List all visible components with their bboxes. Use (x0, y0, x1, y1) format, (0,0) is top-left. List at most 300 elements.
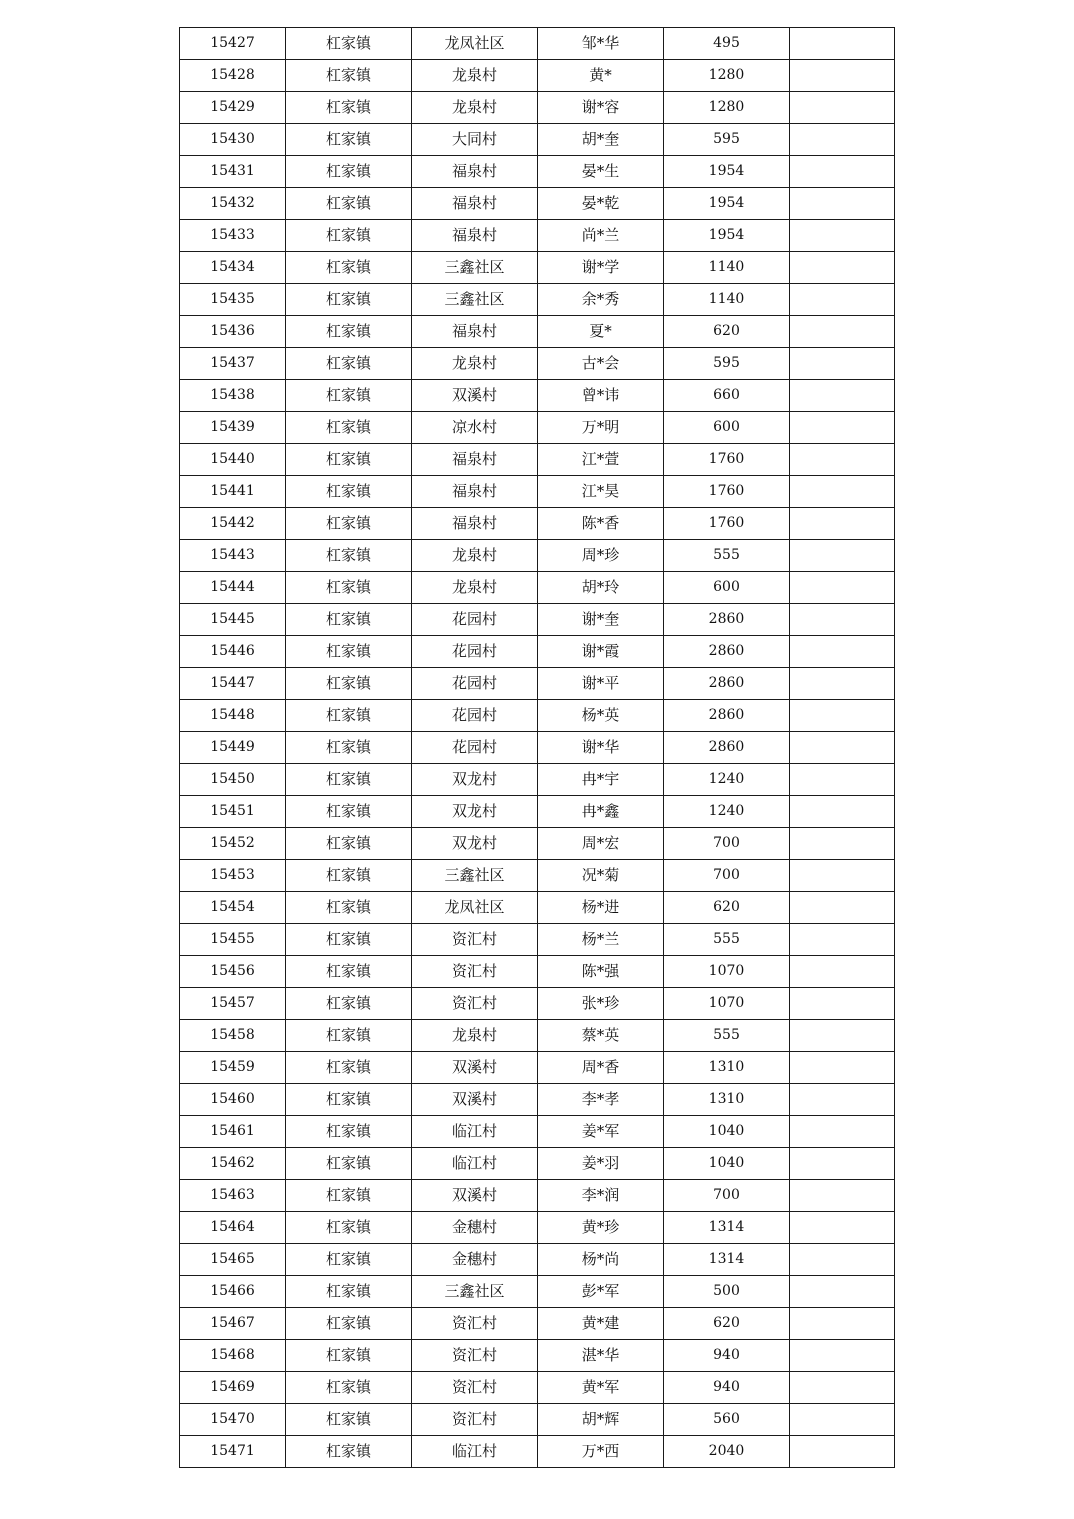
cell-note (790, 188, 895, 220)
table-row (180, 796, 895, 828)
cell-town: 杠家镇 (286, 828, 412, 860)
cell-amount: 1280 (664, 60, 790, 92)
cell-amount: 1954 (664, 156, 790, 188)
cell-name: 湛*华 (538, 1340, 664, 1372)
cell-seq: 15447 (180, 668, 286, 700)
cell-note (790, 60, 895, 92)
cell-name: 李*孝 (538, 1084, 664, 1116)
cell-seq: 15448 (180, 700, 286, 732)
cell-note (790, 252, 895, 284)
cell-name: 杨*兰 (538, 924, 664, 956)
cell-seq: 15442 (180, 508, 286, 540)
cell-town: 杠家镇 (286, 60, 412, 92)
cell-amount: 1310 (664, 1052, 790, 1084)
cell-town: 杠家镇 (286, 796, 412, 828)
cell-town: 杠家镇 (286, 924, 412, 956)
cell-village: 龙泉村 (412, 60, 538, 92)
cell-amount: 2860 (664, 604, 790, 636)
cell-name: 杨*进 (538, 892, 664, 924)
cell-seq: 15464 (180, 1212, 286, 1244)
cell-name: 黄*珍 (538, 1212, 664, 1244)
cell-village: 三鑫社区 (412, 252, 538, 284)
cell-amount: 1070 (664, 988, 790, 1020)
cell-village: 龙泉村 (412, 348, 538, 380)
cell-seq: 15443 (180, 540, 286, 572)
table-row (180, 220, 895, 252)
cell-seq: 15463 (180, 1180, 286, 1212)
cell-seq: 15441 (180, 476, 286, 508)
table-row (180, 892, 895, 924)
cell-note (790, 1084, 895, 1116)
cell-seq: 15461 (180, 1116, 286, 1148)
cell-note (790, 764, 895, 796)
cell-town: 杠家镇 (286, 1084, 412, 1116)
cell-seq: 15449 (180, 732, 286, 764)
cell-amount: 595 (664, 348, 790, 380)
document-page (179, 27, 894, 1468)
cell-town: 杠家镇 (286, 540, 412, 572)
cell-name: 陈*强 (538, 956, 664, 988)
cell-town: 杠家镇 (286, 1020, 412, 1052)
cell-name: 陈*香 (538, 508, 664, 540)
cell-name: 胡*奎 (538, 124, 664, 156)
cell-town: 杠家镇 (286, 124, 412, 156)
cell-amount: 1310 (664, 1084, 790, 1116)
cell-amount: 700 (664, 860, 790, 892)
cell-name: 晏*生 (538, 156, 664, 188)
cell-town: 杠家镇 (286, 892, 412, 924)
cell-name: 夏* (538, 316, 664, 348)
cell-seq: 15458 (180, 1020, 286, 1052)
table-row (180, 1308, 895, 1340)
cell-amount: 1314 (664, 1212, 790, 1244)
table-row (180, 700, 895, 732)
table-row (180, 380, 895, 412)
cell-village: 双溪村 (412, 1180, 538, 1212)
cell-name: 黄*建 (538, 1308, 664, 1340)
cell-amount: 660 (664, 380, 790, 412)
cell-town: 杠家镇 (286, 1436, 412, 1468)
cell-village: 资汇村 (412, 956, 538, 988)
cell-town: 杠家镇 (286, 92, 412, 124)
cell-town: 杠家镇 (286, 700, 412, 732)
cell-note (790, 924, 895, 956)
cell-amount: 1280 (664, 92, 790, 124)
cell-note (790, 412, 895, 444)
cell-amount: 1140 (664, 284, 790, 316)
cell-name: 谢*容 (538, 92, 664, 124)
cell-town: 杠家镇 (286, 28, 412, 60)
cell-amount: 555 (664, 924, 790, 956)
table-row (180, 1084, 895, 1116)
table-row (180, 732, 895, 764)
cell-village: 资汇村 (412, 1340, 538, 1372)
cell-note (790, 668, 895, 700)
cell-village: 双溪村 (412, 380, 538, 412)
cell-seq: 15470 (180, 1404, 286, 1436)
table-row (180, 1436, 895, 1468)
cell-town: 杠家镇 (286, 444, 412, 476)
cell-village: 三鑫社区 (412, 284, 538, 316)
cell-name: 张*珍 (538, 988, 664, 1020)
cell-village: 资汇村 (412, 1372, 538, 1404)
cell-village: 龙泉村 (412, 1020, 538, 1052)
cell-note (790, 1308, 895, 1340)
cell-town: 杠家镇 (286, 412, 412, 444)
cell-town: 杠家镇 (286, 604, 412, 636)
cell-village: 资汇村 (412, 1404, 538, 1436)
cell-amount: 1070 (664, 956, 790, 988)
cell-amount: 620 (664, 316, 790, 348)
cell-village: 花园村 (412, 636, 538, 668)
table-row (180, 124, 895, 156)
cell-note (790, 796, 895, 828)
cell-amount: 940 (664, 1340, 790, 1372)
cell-seq: 15445 (180, 604, 286, 636)
cell-village: 三鑫社区 (412, 860, 538, 892)
cell-village: 福泉村 (412, 188, 538, 220)
cell-amount: 600 (664, 412, 790, 444)
cell-name: 黄*军 (538, 1372, 664, 1404)
cell-village: 临江村 (412, 1436, 538, 1468)
cell-note (790, 1116, 895, 1148)
table-row (180, 1372, 895, 1404)
cell-note (790, 380, 895, 412)
cell-village: 金穗村 (412, 1244, 538, 1276)
cell-town: 杠家镇 (286, 252, 412, 284)
table-row (180, 28, 895, 60)
cell-note (790, 1212, 895, 1244)
cell-village: 花园村 (412, 668, 538, 700)
cell-seq: 15466 (180, 1276, 286, 1308)
table-row (180, 316, 895, 348)
cell-village: 龙泉村 (412, 572, 538, 604)
cell-amount: 620 (664, 892, 790, 924)
cell-note (790, 892, 895, 924)
cell-note (790, 732, 895, 764)
cell-town: 杠家镇 (286, 380, 412, 412)
table-row (180, 860, 895, 892)
cell-note (790, 284, 895, 316)
cell-village: 大同村 (412, 124, 538, 156)
cell-seq: 15450 (180, 764, 286, 796)
cell-name: 谢*霞 (538, 636, 664, 668)
cell-seq: 15462 (180, 1148, 286, 1180)
cell-note (790, 604, 895, 636)
cell-note (790, 316, 895, 348)
cell-name: 晏*乾 (538, 188, 664, 220)
cell-note (790, 124, 895, 156)
cell-name: 余*秀 (538, 284, 664, 316)
cell-village: 凉水村 (412, 412, 538, 444)
cell-note (790, 28, 895, 60)
table-row (180, 252, 895, 284)
cell-name: 蔡*英 (538, 1020, 664, 1052)
cell-note (790, 1180, 895, 1212)
cell-village: 龙泉村 (412, 540, 538, 572)
cell-town: 杠家镇 (286, 1212, 412, 1244)
cell-amount: 2040 (664, 1436, 790, 1468)
cell-seq: 15446 (180, 636, 286, 668)
table-row (180, 988, 895, 1020)
table-row (180, 1276, 895, 1308)
table-row (180, 636, 895, 668)
cell-name: 尚*兰 (538, 220, 664, 252)
cell-town: 杠家镇 (286, 1404, 412, 1436)
cell-note (790, 220, 895, 252)
table-row (180, 604, 895, 636)
cell-note (790, 1340, 895, 1372)
table-row (180, 156, 895, 188)
cell-note (790, 348, 895, 380)
cell-amount: 500 (664, 1276, 790, 1308)
cell-seq: 15439 (180, 412, 286, 444)
cell-village: 福泉村 (412, 476, 538, 508)
cell-town: 杠家镇 (286, 348, 412, 380)
cell-name: 万*明 (538, 412, 664, 444)
table-row (180, 924, 895, 956)
cell-note (790, 92, 895, 124)
cell-seq: 15452 (180, 828, 286, 860)
cell-name: 况*菊 (538, 860, 664, 892)
cell-village: 福泉村 (412, 316, 538, 348)
cell-note (790, 156, 895, 188)
cell-amount: 1140 (664, 252, 790, 284)
cell-note (790, 1436, 895, 1468)
cell-town: 杠家镇 (286, 860, 412, 892)
cell-note (790, 444, 895, 476)
cell-amount: 495 (664, 28, 790, 60)
cell-village: 龙泉村 (412, 92, 538, 124)
cell-town: 杠家镇 (286, 156, 412, 188)
table-row (180, 92, 895, 124)
cell-village: 临江村 (412, 1148, 538, 1180)
table-row (180, 476, 895, 508)
cell-village: 双龙村 (412, 764, 538, 796)
cell-village: 龙凤社区 (412, 892, 538, 924)
cell-name: 周*宏 (538, 828, 664, 860)
cell-seq: 15440 (180, 444, 286, 476)
table-row (180, 668, 895, 700)
table-row (180, 828, 895, 860)
table-row (180, 956, 895, 988)
table-row (180, 1404, 895, 1436)
cell-amount: 2860 (664, 668, 790, 700)
cell-seq: 15468 (180, 1340, 286, 1372)
cell-seq: 15433 (180, 220, 286, 252)
table-row (180, 1020, 895, 1052)
cell-note (790, 508, 895, 540)
cell-amount: 1760 (664, 444, 790, 476)
cell-note (790, 1404, 895, 1436)
cell-name: 邹*华 (538, 28, 664, 60)
cell-name: 冉*宇 (538, 764, 664, 796)
cell-name: 谢*学 (538, 252, 664, 284)
cell-village: 福泉村 (412, 444, 538, 476)
cell-amount: 620 (664, 1308, 790, 1340)
table-row (180, 284, 895, 316)
cell-seq: 15457 (180, 988, 286, 1020)
cell-seq: 15430 (180, 124, 286, 156)
cell-amount: 2860 (664, 636, 790, 668)
table-row (180, 60, 895, 92)
cell-town: 杠家镇 (286, 188, 412, 220)
cell-name: 谢*奎 (538, 604, 664, 636)
cell-amount: 600 (664, 572, 790, 604)
cell-village: 资汇村 (412, 1308, 538, 1340)
cell-town: 杠家镇 (286, 764, 412, 796)
cell-town: 杠家镇 (286, 1276, 412, 1308)
cell-village: 花园村 (412, 732, 538, 764)
cell-note (790, 956, 895, 988)
cell-town: 杠家镇 (286, 1244, 412, 1276)
cell-seq: 15434 (180, 252, 286, 284)
cell-village: 福泉村 (412, 220, 538, 252)
cell-name: 曾*讳 (538, 380, 664, 412)
cell-town: 杠家镇 (286, 508, 412, 540)
cell-note (790, 1244, 895, 1276)
cell-amount: 560 (664, 1404, 790, 1436)
cell-note (790, 1052, 895, 1084)
cell-seq: 15428 (180, 60, 286, 92)
cell-town: 杠家镇 (286, 732, 412, 764)
cell-village: 福泉村 (412, 156, 538, 188)
cell-seq: 15438 (180, 380, 286, 412)
cell-seq: 15469 (180, 1372, 286, 1404)
cell-amount: 555 (664, 540, 790, 572)
cell-town: 杠家镇 (286, 1340, 412, 1372)
cell-amount: 2860 (664, 732, 790, 764)
cell-amount: 1760 (664, 508, 790, 540)
cell-seq: 15432 (180, 188, 286, 220)
cell-seq: 15437 (180, 348, 286, 380)
table-row (180, 412, 895, 444)
cell-seq: 15436 (180, 316, 286, 348)
cell-seq: 15455 (180, 924, 286, 956)
cell-town: 杠家镇 (286, 1308, 412, 1340)
cell-note (790, 828, 895, 860)
cell-note (790, 860, 895, 892)
table-row (180, 1052, 895, 1084)
cell-town: 杠家镇 (286, 988, 412, 1020)
cell-name: 周*珍 (538, 540, 664, 572)
cell-village: 花园村 (412, 604, 538, 636)
cell-town: 杠家镇 (286, 668, 412, 700)
cell-name: 彭*军 (538, 1276, 664, 1308)
cell-seq: 15429 (180, 92, 286, 124)
cell-seq: 15460 (180, 1084, 286, 1116)
cell-note (790, 1372, 895, 1404)
cell-amount: 1040 (664, 1116, 790, 1148)
cell-name: 杨*尚 (538, 1244, 664, 1276)
table-row (180, 1244, 895, 1276)
cell-name: 谢*平 (538, 668, 664, 700)
cell-town: 杠家镇 (286, 476, 412, 508)
cell-note (790, 1020, 895, 1052)
cell-amount: 1240 (664, 796, 790, 828)
roster-table (179, 27, 895, 1468)
cell-town: 杠家镇 (286, 956, 412, 988)
cell-seq: 15454 (180, 892, 286, 924)
cell-seq: 15435 (180, 284, 286, 316)
cell-note (790, 540, 895, 572)
cell-name: 胡*玲 (538, 572, 664, 604)
cell-village: 资汇村 (412, 988, 538, 1020)
cell-village: 三鑫社区 (412, 1276, 538, 1308)
cell-note (790, 476, 895, 508)
cell-note (790, 572, 895, 604)
cell-amount: 555 (664, 1020, 790, 1052)
cell-name: 胡*辉 (538, 1404, 664, 1436)
cell-name: 黄* (538, 60, 664, 92)
cell-amount: 1240 (664, 764, 790, 796)
cell-town: 杠家镇 (286, 220, 412, 252)
cell-town: 杠家镇 (286, 1372, 412, 1404)
table-row (180, 1116, 895, 1148)
cell-town: 杠家镇 (286, 1052, 412, 1084)
cell-village: 双龙村 (412, 828, 538, 860)
cell-amount: 940 (664, 1372, 790, 1404)
cell-village: 双龙村 (412, 796, 538, 828)
cell-town: 杠家镇 (286, 572, 412, 604)
cell-village: 福泉村 (412, 508, 538, 540)
cell-village: 临江村 (412, 1116, 538, 1148)
cell-note (790, 700, 895, 732)
cell-amount: 1760 (664, 476, 790, 508)
cell-village: 龙凤社区 (412, 28, 538, 60)
cell-name: 江*萱 (538, 444, 664, 476)
cell-village: 金穗村 (412, 1212, 538, 1244)
cell-village: 花园村 (412, 700, 538, 732)
table-row (180, 540, 895, 572)
table-row (180, 1148, 895, 1180)
cell-amount: 1954 (664, 220, 790, 252)
cell-seq: 15467 (180, 1308, 286, 1340)
cell-town: 杠家镇 (286, 1148, 412, 1180)
cell-seq: 15427 (180, 28, 286, 60)
cell-name: 姜*军 (538, 1116, 664, 1148)
cell-seq: 15465 (180, 1244, 286, 1276)
cell-amount: 2860 (664, 700, 790, 732)
cell-note (790, 1148, 895, 1180)
cell-seq: 15459 (180, 1052, 286, 1084)
table-row (180, 572, 895, 604)
cell-town: 杠家镇 (286, 1180, 412, 1212)
cell-seq: 15453 (180, 860, 286, 892)
cell-seq: 15431 (180, 156, 286, 188)
table-row (180, 764, 895, 796)
cell-town: 杠家镇 (286, 1116, 412, 1148)
cell-village: 双溪村 (412, 1052, 538, 1084)
cell-name: 周*香 (538, 1052, 664, 1084)
cell-town: 杠家镇 (286, 284, 412, 316)
table-row (180, 348, 895, 380)
cell-amount: 700 (664, 1180, 790, 1212)
cell-town: 杠家镇 (286, 316, 412, 348)
table-row (180, 444, 895, 476)
cell-amount: 1040 (664, 1148, 790, 1180)
table-row (180, 1340, 895, 1372)
cell-town: 杠家镇 (286, 636, 412, 668)
cell-seq: 15444 (180, 572, 286, 604)
cell-name: 杨*英 (538, 700, 664, 732)
cell-village: 双溪村 (412, 1084, 538, 1116)
cell-name: 古*会 (538, 348, 664, 380)
cell-village: 资汇村 (412, 924, 538, 956)
table-row (180, 188, 895, 220)
table-row (180, 1212, 895, 1244)
roster-body (180, 28, 895, 1468)
